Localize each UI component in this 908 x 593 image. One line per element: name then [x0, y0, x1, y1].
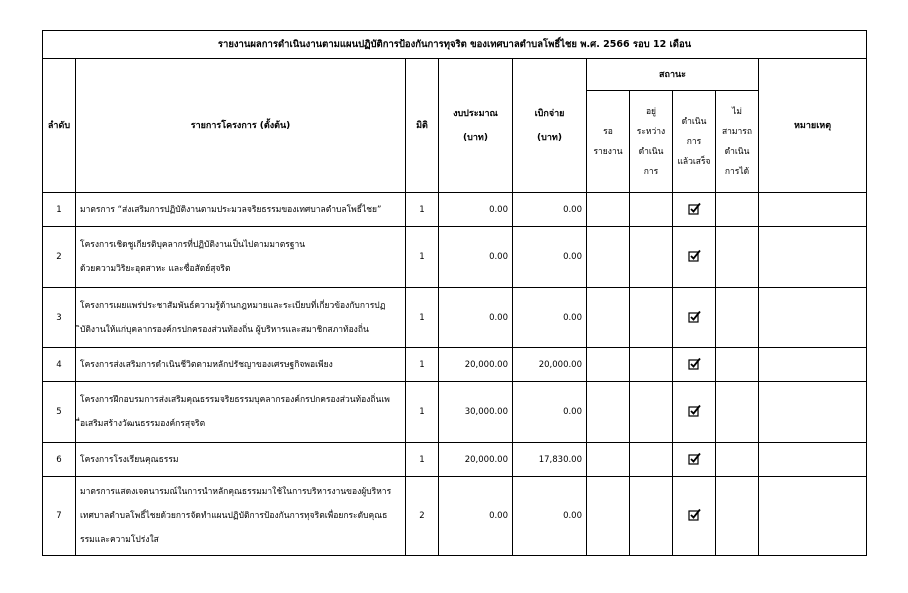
row-status-cell: [630, 382, 673, 443]
table-row: [43, 227, 867, 288]
row-status-cell: [716, 227, 759, 288]
row-dimension: 2: [406, 477, 439, 556]
header-status-completed: [673, 91, 716, 193]
table-row: [43, 477, 867, 556]
table-row: [43, 193, 867, 227]
row-remark: [759, 288, 867, 348]
project-name-line: ิบัติงานให้แก่บุคลากรองค์กรปกครองส่วนท้องถิ่น ผู้บริหารและสมาชิกสภาท้องถิ่น: [80, 324, 369, 335]
row-dimension: 1: [406, 443, 439, 477]
row-no: 6: [43, 443, 76, 477]
report-title: รายงานผลการดำเนินงานตามแผนปฏิบัติการป้องกันการทุจริต ของเทศบาลตำบลโพธิ์ไชย พ.ศ. 2566 รอบ 12 เดือน: [43, 31, 867, 59]
header-remark: หมายเหตุ: [759, 59, 867, 193]
status-unable-line: ไม่: [732, 106, 742, 117]
header-budget-line: งบประมาณ: [453, 108, 498, 119]
row-status-cell: [673, 382, 716, 443]
row-status-cell: [587, 288, 630, 348]
project-name-line: เทศบาลตำบลโพธิ์ไชยด้วยการจัดทำแผนปฏิบัติการป้องกันการทุจริตเพื่อยกระดับคุณธ: [80, 511, 388, 521]
status-waiting-line: รายงาน: [593, 146, 623, 157]
row-project-name: [76, 443, 406, 477]
table-row: [43, 443, 867, 477]
project-name-line: โครงการฝึกอบรมการส่งเสริมคุณธรรมจริยธรรมบุคลากรองค์กรปกครองส่วนท้องถิ่นเพ: [80, 395, 390, 405]
row-budget: 0.00: [439, 477, 513, 556]
status-completed-line: การ: [686, 136, 702, 147]
row-dimension: 1: [406, 288, 439, 348]
checkbox-checked-icon: [688, 310, 701, 326]
checkbox-checked-icon: [688, 357, 701, 373]
row-disbursed: 17,830.00: [513, 443, 587, 477]
project-name-line: มาตรการแสดงเจตนารมณ์ในการนำหลักคุณธรรมมาใช้ในการบริหารงานของผู้บริหาร: [80, 487, 392, 497]
table-body: [43, 193, 867, 556]
row-no: 4: [43, 348, 76, 382]
row-dimension: 1: [406, 227, 439, 288]
row-remark: [759, 382, 867, 443]
header-no: ลำดับ: [43, 59, 76, 193]
row-status-cell: [673, 443, 716, 477]
project-name-line: มาตรการ “ส่งเสริมการปฏิบัติงานตามประมวลจริยธรรมของเทศบาลตำบลโพธิ์ไชย”: [80, 204, 382, 215]
row-budget: 30,000.00: [439, 382, 513, 443]
header-project: รายการโครงการ (ตั้งต้น): [76, 59, 406, 193]
row-no: 1: [43, 193, 76, 227]
row-status-cell: [673, 227, 716, 288]
project-name-line: รรมและความโปร่งใส: [80, 535, 159, 545]
row-budget: 0.00: [439, 288, 513, 348]
row-status-cell: [716, 348, 759, 382]
report-table: [42, 30, 867, 556]
table-row: [43, 382, 867, 443]
row-disbursed: 20,000.00: [513, 348, 587, 382]
header-budget: [439, 59, 513, 193]
row-project-name: [76, 227, 406, 288]
header-status-in-progress: [630, 91, 673, 193]
row-status-cell: [673, 348, 716, 382]
header-status-unable: [716, 91, 759, 193]
row-dimension: 1: [406, 382, 439, 443]
row-status-cell: [673, 477, 716, 556]
row-budget: 20,000.00: [439, 443, 513, 477]
row-project-name: [76, 382, 406, 443]
checkbox-checked-icon: [688, 452, 701, 468]
row-status-cell: [630, 443, 673, 477]
row-dimension: 1: [406, 193, 439, 227]
row-status-cell: [673, 288, 716, 348]
row-budget: 0.00: [439, 227, 513, 288]
row-project-name: [76, 193, 406, 227]
status-unable-line: ดำเนิน: [724, 146, 750, 157]
row-disbursed: 0.00: [513, 382, 587, 443]
status-waiting-line: รอ: [603, 126, 613, 137]
row-status-cell: [587, 443, 630, 477]
row-dimension: 1: [406, 348, 439, 382]
status-in-progress-line: ดำเนิน: [638, 146, 664, 157]
row-remark: [759, 348, 867, 382]
row-no: 2: [43, 227, 76, 288]
row-status-cell: [630, 227, 673, 288]
status-in-progress-line: ระหว่าง: [636, 126, 666, 137]
row-project-name: [76, 348, 406, 382]
header-budget-unit: (บาท): [463, 132, 488, 143]
status-completed-line: ดำเนิน: [681, 116, 707, 127]
status-in-progress-line: การ: [643, 166, 659, 177]
project-name-line: โครงการส่งเสริมการดำเนินชีวิตตามหลักปรัชญาของเศรษฐกิจพอเพียง: [80, 359, 333, 370]
row-status-cell: [716, 193, 759, 227]
row-disbursed: 0.00: [513, 227, 587, 288]
project-name-line: โครงการเผยแพร่ประชาสัมพันธ์ความรู้ด้านกฎหมายและระเบียบที่เกี่ยวข้องกับการปฏ: [80, 300, 386, 311]
header-disbursed: [513, 59, 587, 193]
row-status-cell: [716, 288, 759, 348]
row-status-cell: [587, 193, 630, 227]
row-disbursed: 0.00: [513, 477, 587, 556]
row-status-cell: [587, 382, 630, 443]
row-no: 5: [43, 382, 76, 443]
row-status-cell: [716, 477, 759, 556]
status-in-progress-line: อยู่: [645, 106, 657, 117]
row-disbursed: 0.00: [513, 288, 587, 348]
header-status: สถานะ: [587, 59, 759, 91]
row-status-cell: [673, 193, 716, 227]
row-remark: [759, 477, 867, 556]
row-remark: [759, 227, 867, 288]
project-name-line: โครงการโรงเรียนคุณธรรม: [80, 454, 179, 465]
row-status-cell: [716, 443, 759, 477]
project-name-line: ด้วยความวิริยะอุตสาหะ และซื่อสัตย์สุจริต: [80, 264, 231, 274]
row-remark: [759, 443, 867, 477]
status-unable-line: การได้: [724, 166, 750, 177]
row-status-cell: [630, 193, 673, 227]
row-status-cell: [587, 477, 630, 556]
checkbox-checked-icon: [688, 508, 701, 524]
header-status-waiting: [587, 91, 630, 193]
header-dimension: มิติ: [406, 59, 439, 193]
header-disbursed-line: เบิกจ่าย: [534, 108, 565, 119]
row-project-name: [76, 477, 406, 556]
status-unable-line: สามารถ: [721, 126, 753, 137]
row-budget: 20,000.00: [439, 348, 513, 382]
row-status-cell: [716, 382, 759, 443]
checkbox-checked-icon: [688, 202, 701, 218]
row-no: 3: [43, 288, 76, 348]
row-status-cell: [587, 227, 630, 288]
row-budget: 0.00: [439, 193, 513, 227]
checkbox-checked-icon: [688, 404, 701, 420]
project-name-line: โครงการเชิดชูเกียรติบุคลากรที่ปฏิบัติงานเป็นไปตามมาตรฐาน: [80, 240, 306, 250]
row-status-cell: [630, 288, 673, 348]
project-name-line: ื่อเสริมสร้างวัฒนธรรมองค์กรสุจริต: [80, 419, 206, 429]
table-row: [43, 288, 867, 348]
row-status-cell: [630, 348, 673, 382]
table-row: [43, 348, 867, 382]
row-remark: [759, 193, 867, 227]
row-no: 7: [43, 477, 76, 556]
row-status-cell: [630, 477, 673, 556]
row-status-cell: [587, 348, 630, 382]
row-disbursed: 0.00: [513, 193, 587, 227]
header-disbursed-unit: (บาท): [537, 132, 562, 143]
checkbox-checked-icon: [688, 249, 701, 265]
row-project-name: [76, 288, 406, 348]
status-completed-line: แล้วเสร็จ: [677, 156, 711, 167]
